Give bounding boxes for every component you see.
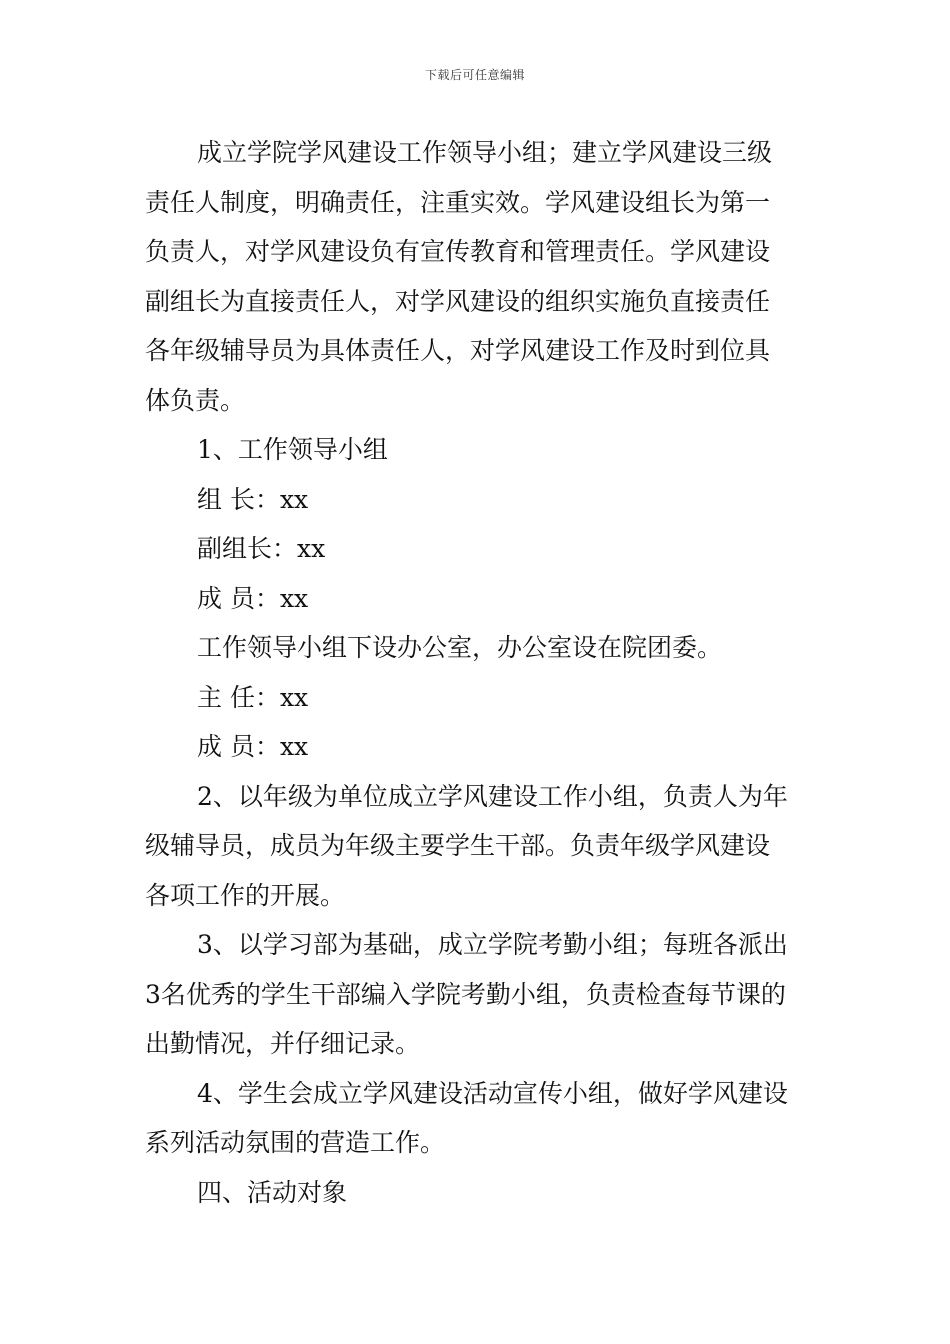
body-line-office: 工作领导小组下设办公室，办公室设在院团委。 — [197, 633, 723, 662]
member-line-office-members: 成 员：xx — [197, 732, 309, 761]
body-line-item-4a: 4、学生会成立学风建设活动宣传小组，做好学风建设 — [197, 1078, 788, 1108]
body-line-item-4b: 系列活动氛围的营造工作。 — [145, 1128, 446, 1157]
page-header-note: 下载后可任意编辑 — [424, 68, 525, 82]
body-line-6: 体负责。 — [145, 385, 246, 415]
body-line-1: 成立学院学风建设工作领导小组；建立学风建设三级 — [197, 138, 773, 167]
member-line-members: 成 员：xx — [197, 583, 309, 613]
body-line-item-2a: 2、以年级为单位成立学风建设工作小组，负责人为年 — [197, 781, 788, 811]
body-line-5: 各年级辅导员为具体责任人，对学风建设工作及时到位具 — [145, 336, 771, 365]
body-line-item-3c: 出勤情况，并仔细记录。 — [145, 1029, 421, 1058]
body-line-2: 责任人制度，明确责任，注重实效。学风建设组长为第一 — [145, 187, 771, 217]
section-heading-activity-target: 四、活动对象 — [197, 1177, 348, 1207]
body-line-3: 负责人，对学风建设负有宣传教育和管理责任。学风建设 — [145, 237, 771, 266]
document-body — [145, 128, 810, 1217]
body-line-item-2c: 各项工作的开展。 — [145, 880, 346, 910]
member-line-deputy-leader: 副组长：xx — [197, 534, 326, 563]
section-heading-leadership-group: 1、工作领导小组 — [197, 435, 388, 464]
body-line-item-3a: 3、以学习部为基础，成立学院考勤小组；每班各派出 — [197, 930, 788, 959]
body-line-4: 副组长为直接责任人，对学风建设的组织实施负直接责任 — [145, 286, 771, 316]
member-line-leader: 组 长：xx — [197, 484, 309, 514]
body-line-item-2b: 级辅导员，成员为年级主要学生干部。负责年级学风建设 — [145, 831, 771, 860]
body-line-item-3b: 3名优秀的学生干部编入学院考勤小组，负责检查每节课的 — [145, 979, 786, 1009]
member-line-director: 主 任：xx — [197, 682, 309, 712]
